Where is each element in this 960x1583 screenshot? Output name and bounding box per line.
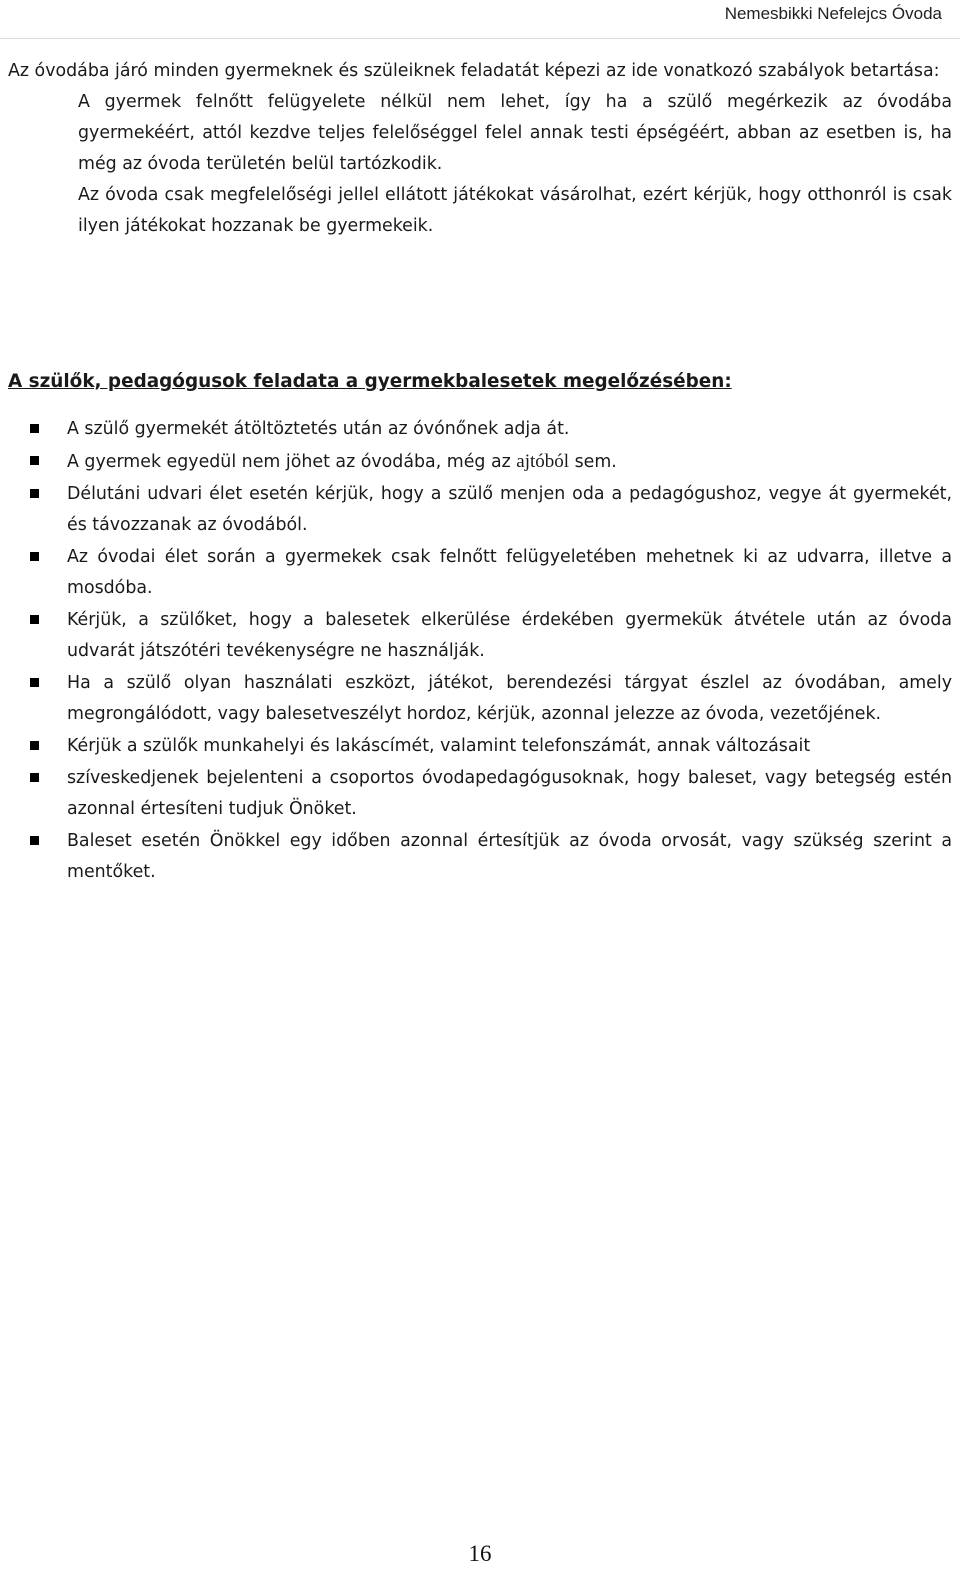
list-item bbox=[8, 826, 952, 888]
square-bullet-icon bbox=[30, 741, 39, 750]
page-header-title: Nemesbikki Nefelejcs Óvoda bbox=[724, 4, 942, 23]
list-item-text-end: sem. bbox=[569, 452, 617, 472]
list-item bbox=[8, 763, 952, 825]
square-bullet-icon bbox=[30, 836, 39, 845]
list-item-text: Ha a szülő olyan használati eszközt, játékot, berendezési tárgyat észlel az óvodában, amely megrongálódott, vagy balesetveszélyt hordoz, kérjük, azonnal jelezze az óvoda, vezetőjének. bbox=[67, 673, 952, 724]
square-bullet-icon bbox=[30, 424, 39, 433]
section-heading: A szülők, pedagógusok feladata a gyermekbalesetek megelőzésében: bbox=[8, 371, 732, 392]
list-item-text: Kérjük a szülők munkahelyi és lakáscímét, valamint telefonszámát, annak változásait bbox=[67, 736, 811, 756]
page-number: 16 bbox=[468, 1541, 492, 1566]
list-item-text: Kérjük, a szülőket, hogy a balesetek elkerülése érdekében gyermekük átvétele után az óvoda udvarát játszótéri tevékenységre ne használják. bbox=[67, 610, 952, 661]
square-bullet-icon bbox=[30, 489, 39, 498]
square-bullet-icon bbox=[30, 552, 39, 561]
list-item-text: szíveskedjenek bejelenteni a csoportos óvodapedagógusoknak, hogy baleset, vagy betegség estén azonnal értesíteni tudjuk Önöket. bbox=[67, 768, 952, 819]
list-item bbox=[8, 668, 952, 730]
intro-item-1: A gyermek felnőtt felügyelete nélkül nem lehet, így ha a szülő megérkezik az óvodába gyermekéért, attól kezdve teljes felelőséggel felel annak testi épségéért, abban az esetben is, ha még az óvoda területén belül tartózkodik. bbox=[78, 92, 952, 174]
square-bullet-icon bbox=[30, 773, 39, 782]
list-item bbox=[8, 414, 952, 445]
header-divider bbox=[0, 38, 960, 39]
list-item-serif-word: ajtóból bbox=[516, 451, 570, 472]
square-bullet-icon bbox=[30, 615, 39, 624]
list-item-text: Az óvodai élet során a gyermekek csak felnőtt felügyeletében mehetnek ki az udvarra, illetve a mosdóba. bbox=[67, 547, 952, 598]
list-item bbox=[8, 731, 952, 762]
list-item bbox=[8, 605, 952, 667]
intro-item-2: Az óvoda csak megfelelőségi jellel ellátott játékokat vásárolhat, ezért kérjük, hogy otthonról is csak ilyen játékokat hozzanak be gyermekeik. bbox=[78, 185, 952, 236]
list-item bbox=[8, 446, 952, 478]
list-item bbox=[8, 479, 952, 541]
document-body bbox=[8, 56, 952, 889]
square-bullet-icon bbox=[30, 678, 39, 687]
list-item-text: Baleset esetén Önökkel egy időben azonnal értesítjük az óvoda orvosát, vagy szükség szerint a mentőket. bbox=[67, 831, 952, 882]
list-item-text: A szülő gyermekét átöltöztetés után az óvónőnek adja át. bbox=[67, 419, 570, 439]
rules-list bbox=[8, 414, 952, 888]
intro-paragraph: Az óvodába járó minden gyermeknek és szüleiknek feladatát képezi az ide vonatkozó szabályok betartása: bbox=[8, 61, 940, 81]
list-item-text: Délutáni udvari élet esetén kérjük, hogy a szülő menjen oda a pedagógushoz, vegye át gyermekét, és távozzanak az óvodából. bbox=[67, 484, 952, 535]
list-item bbox=[8, 542, 952, 604]
square-bullet-icon bbox=[30, 456, 39, 465]
list-item-text: A gyermek egyedül nem jöhet az óvodába, még az bbox=[67, 452, 517, 472]
